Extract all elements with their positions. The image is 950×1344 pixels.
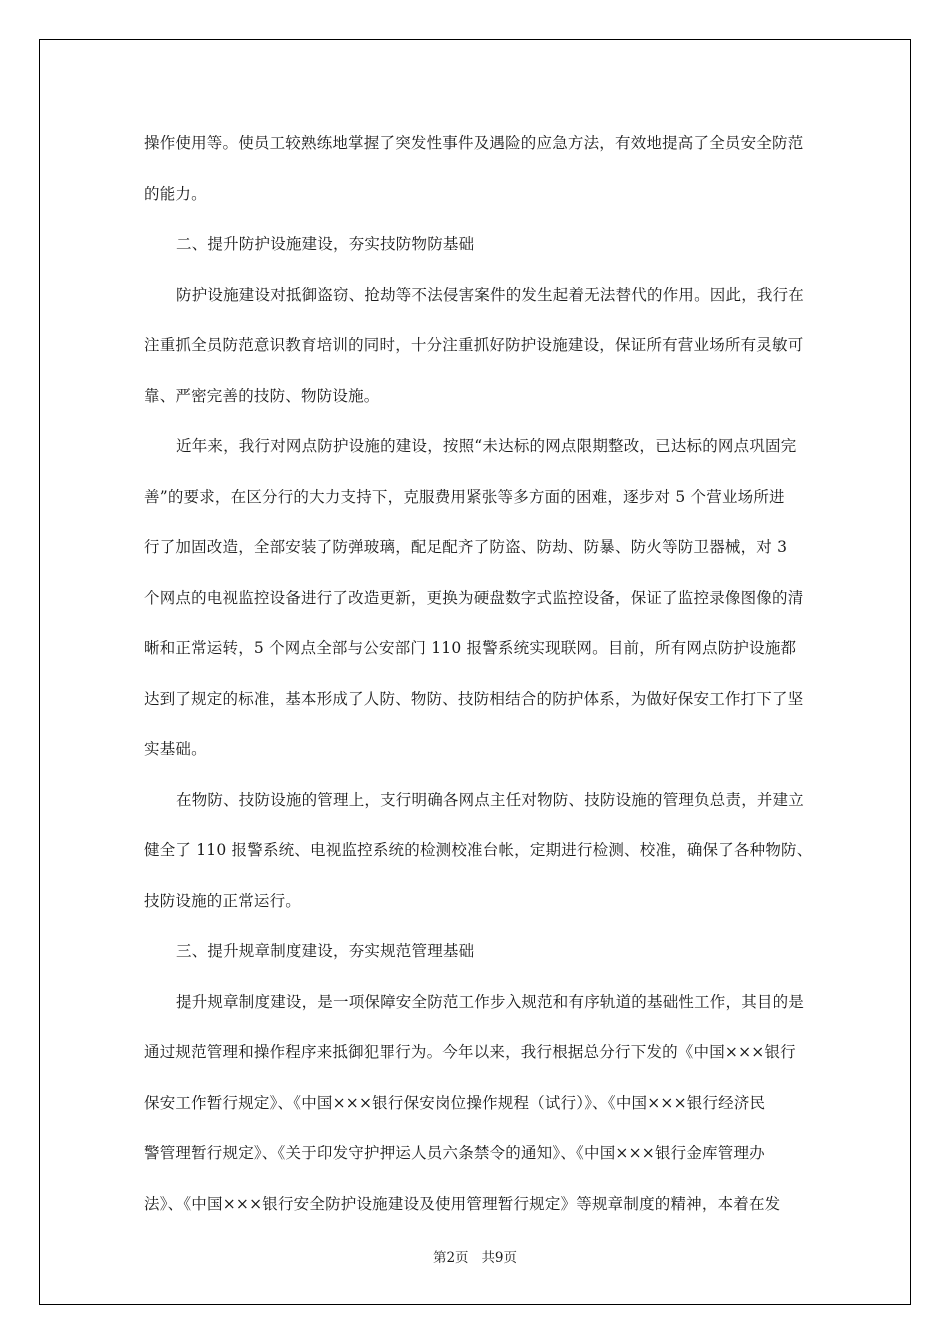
text-line: 实基础。 [144,740,207,758]
text-line: 技防设施的正常运行。 [144,891,302,910]
text-line: 在物防、技防设施的管理上，支行明确各网点主任对物防、技防设施的管理负总责，并建立 [176,790,805,809]
text-line: 保安工作暂行规定》、《中国×××银行保安岗位操作规程（试行）》、《中国×××银行经济民 [144,1093,766,1112]
text-line: 行了加固改造，全部安装了防弹玻璃，配足配齐了防盗、防劫、防暴、防火等防卫器械，对 3 [144,538,788,556]
text-line: 注重抓全员防范意识教育培训的同时，十分注重抓好防护设施建设，保证所有营业场所有灵敏可 [144,336,804,354]
text-line: 近年来，我行对网点防护设施的建设，按照“未达标的网点限期整改，已达标的网点巩固完 [176,437,797,455]
text-line: 防护设施建设对抵御盗窃、抢劫等不法侵害案件的发生起着无法替代的作用。因此，我行在 [176,285,805,304]
text-line: 晰和正常运转，5 个网点全部与公安部门 110 报警系统实现联网。目前，所有网点防护设施都 [144,639,797,657]
text-line: 法》、《中国×××银行安全防护设施建设及使用管理暂行规定》等规章制度的精神，本着在发 [144,1194,781,1213]
page-total: 共9页 [481,1250,518,1266]
section-heading: 二、提升防护设施建设，夯实技防物防基础 [176,235,475,253]
text-line: 健全了 110 报警系统、电视监控系统的检测校准台帐，定期进行检测、校准，确保了各种物防、 [144,841,813,859]
text-line: 的能力。 [144,184,207,203]
text-line: 善”的要求，在区分行的大力支持下，克服费用紧张等多方面的困难，逐步对 5 个营业场所进 [144,487,785,506]
text-line: 提升规章制度建设，是一项保障安全防范工作步入规范和有序轨道的基础性工作，其目的是 [176,992,805,1011]
section-heading: 三、提升规章制度建设，夯实规范管理基础 [176,942,475,960]
text-line: 警管理暂行规定》、《关于印发守护押运人员六条禁令的通知》、《中国×××银行金库管理办 [144,1144,765,1162]
text-line: 靠、严密完善的技防、物防设施。 [144,386,380,405]
text-line: 通过规范管理和操作程序来抵御犯罪行为。今年以来，我行根据总分行下发的《中国×××银行 [144,1043,796,1061]
text-line: 个网点的电视监控设备进行了改造更新，更换为硬盘数字式监控设备，保证了监控录像图像的清 [144,588,804,607]
text-line: 达到了规定的标准，基本形成了人防、物防、技防相结合的防护体系，为做好保安工作打下了坚 [144,689,804,708]
page-number: 第2页 [432,1250,469,1266]
page-footer [0,1249,950,1267]
document-body [144,118,824,1229]
text-line: 操作使用等。使员工较熟练地掌握了突发性事件及遇险的应急方法，有效地提高了全员安全防范 [144,134,804,152]
